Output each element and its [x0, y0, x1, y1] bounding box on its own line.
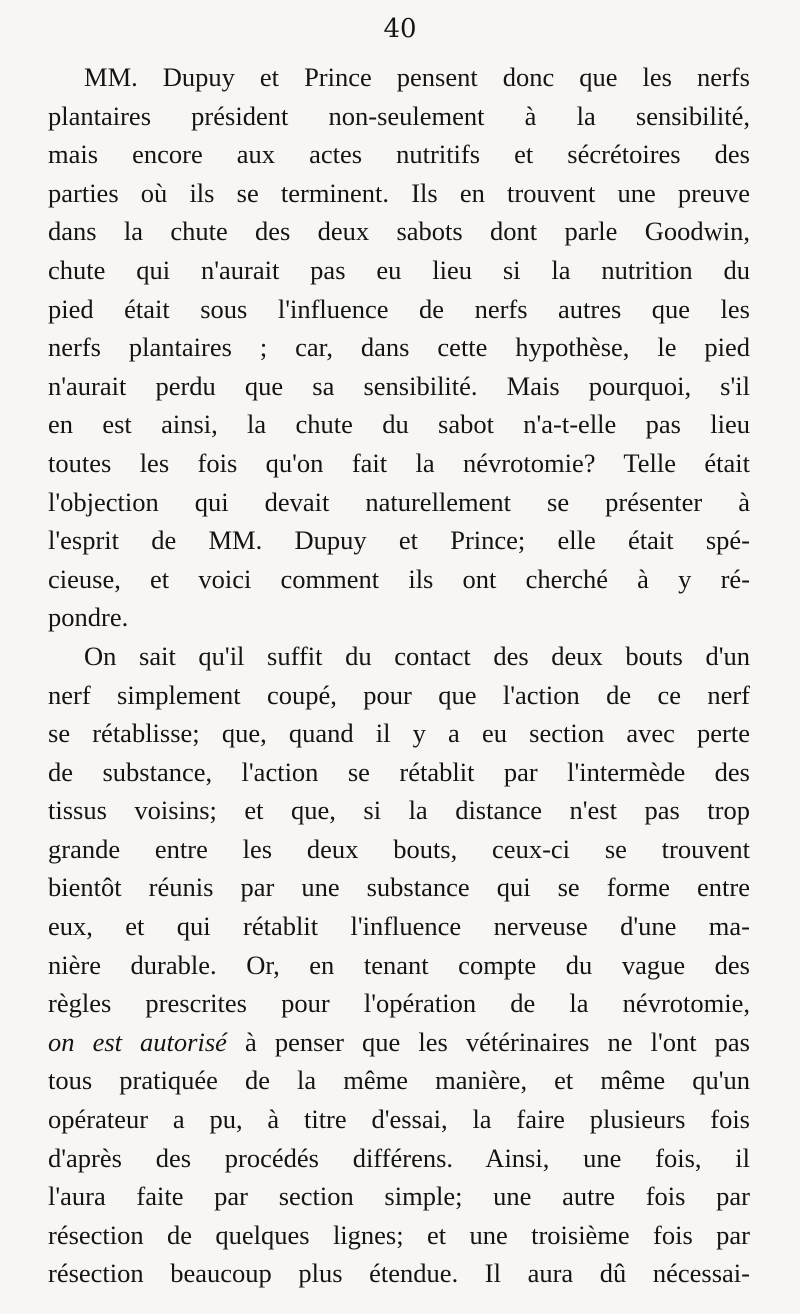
- text-line: chute qui n'aurait pas eu lieu si la nutrition du: [48, 254, 750, 285]
- text-line: règles prescrites pour l'opération de la névrotomie,: [48, 988, 750, 1019]
- text-line: mais encore aux actes nutritifs et sécrétoires des: [48, 139, 750, 170]
- text-line: parties où ils se terminent. Ils en trouvent une preuve: [48, 177, 750, 208]
- text-line: bientôt réunis par une substance qui se forme entre: [48, 872, 750, 903]
- text-line: l'esprit de MM. Dupuy et Prince; elle était spé-: [48, 525, 750, 556]
- line-remainder: à penser que les vétérinaires ne l'ont pas: [226, 1026, 750, 1057]
- text-line: se rétablisse; que, quand il y a eu section avec perte: [48, 718, 750, 749]
- text-line: tissus voisins; et que, si la distance n'est pas trop: [48, 795, 750, 826]
- text-line: nerf simplement coupé, pour que l'action de ce nerf: [48, 679, 750, 710]
- text-line: d'après des procédés différens. Ainsi, une fois, il: [48, 1142, 750, 1173]
- body-text: [48, 58, 750, 1293]
- text-line: plantaires président non-seulement à la sensibilité,: [48, 100, 750, 131]
- text-line: pondre.: [48, 602, 129, 633]
- text-line: résection beaucoup plus étendue. Il aura dû nécessai-: [48, 1258, 750, 1289]
- text-line: nerfs plantaires ; car, dans cette hypothèse, le pied: [48, 332, 750, 363]
- text-line: eux, et qui rétablit l'influence nerveuse d'une ma-: [48, 911, 750, 942]
- text-line: cieuse, et voici comment ils ont cherché à y ré-: [48, 563, 750, 594]
- text-line: l'objection qui devait naturellement se présenter à: [48, 486, 750, 517]
- text-line: grande entre les deux bouts, ceux-ci se trouvent: [48, 833, 750, 864]
- text-line: de substance, l'action se rétablit par l'intermède des: [48, 756, 750, 787]
- text-line: n'aurait perdu que sa sensibilité. Mais pourquoi, s'il: [48, 370, 750, 401]
- page-number: 40: [383, 14, 417, 44]
- text-line: résection de quelques lignes; et une troisième fois par: [48, 1219, 750, 1250]
- text-line: dans la chute des deux sabots dont parle Goodwin,: [48, 216, 750, 247]
- text-line: On sait qu'il suffit du contact des deux bouts d'un: [84, 640, 750, 671]
- text-line: pied était sous l'influence de nerfs autres que les: [48, 293, 750, 324]
- text-line-with-italic: [48, 1023, 750, 1062]
- paragraph-1: [48, 58, 750, 637]
- italic-phrase: on est autorisé: [48, 1026, 227, 1057]
- text-line: tous pratiquée de la même manière, et même qu'un: [48, 1065, 750, 1096]
- text-line: opérateur a pu, à titre d'essai, la faire plusieurs fois: [48, 1104, 750, 1135]
- text-line: l'aura faite par section simple; une autre fois par: [48, 1181, 750, 1212]
- text-line: toutes les fois qu'on fait la névrotomie? Telle était: [48, 447, 750, 478]
- paragraph-2: [48, 637, 750, 1293]
- text-line: en est ainsi, la chute du sabot n'a-t-elle pas lieu: [48, 409, 750, 440]
- text-line: MM. Dupuy et Prince pensent donc que les nerfs: [84, 62, 750, 92]
- text-line: nière durable. Or, en tenant compte du vague des: [48, 949, 750, 980]
